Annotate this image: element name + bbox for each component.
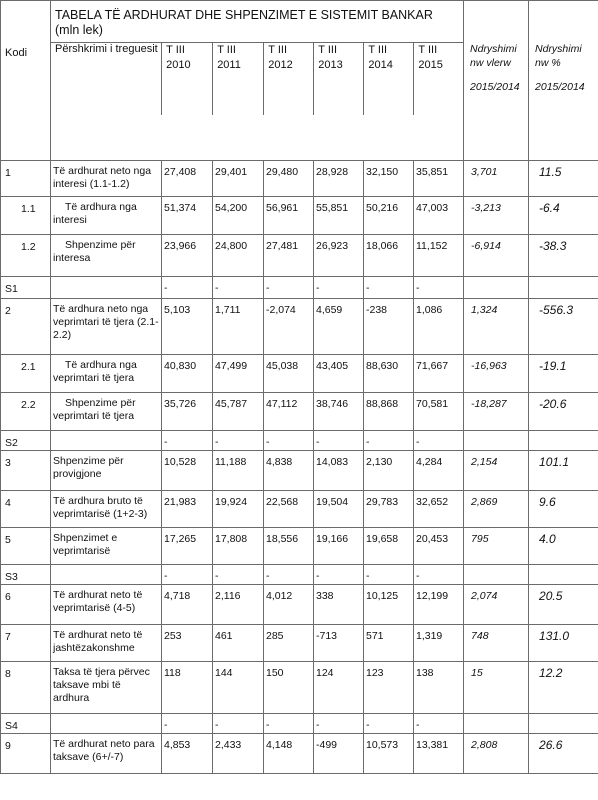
row-description: Të ardhura nga interesi — [51, 197, 162, 235]
row-value: 71,667 — [414, 355, 464, 393]
row-change-pct: 131.0 — [529, 625, 598, 662]
row-code: 6 — [1, 585, 51, 625]
table-row — [1, 714, 598, 734]
table-row — [1, 585, 598, 625]
row-value: 4,853 — [162, 734, 213, 774]
header-change-pct-period: 2015/2014 — [535, 81, 585, 93]
row-value: 4,659 — [314, 299, 364, 355]
header-code-label: Kodi — [5, 47, 28, 59]
row-description: Të ardhurat neto nga interesi (1.1-1.2) — [51, 161, 162, 197]
row-value: 123 — [364, 662, 414, 714]
table-row — [1, 451, 598, 491]
row-description — [51, 565, 162, 585]
row-value: 35,851 — [414, 161, 464, 197]
row-value: 35,726 — [162, 393, 213, 431]
header-year-label: T III 2010 — [166, 44, 191, 71]
row-value: 28,928 — [314, 161, 364, 197]
row-change-pct: 26.6 — [529, 734, 598, 774]
row-change-pct — [529, 431, 598, 451]
row-change-abs: -6,914 — [464, 235, 529, 277]
row-change-pct: -6.4 — [529, 197, 598, 235]
row-code: 3 — [1, 451, 51, 491]
row-value: 23,966 — [162, 235, 213, 277]
header-main — [51, 1, 464, 161]
row-value: - — [213, 277, 264, 299]
row-value: 4,838 — [264, 451, 314, 491]
row-value: 55,851 — [314, 197, 364, 235]
row-value: 27,408 — [162, 161, 213, 197]
row-value: - — [213, 714, 264, 734]
row-value: - — [314, 565, 364, 585]
row-value: 150 — [264, 662, 314, 714]
row-change-abs — [464, 714, 529, 734]
row-value: 118 — [162, 662, 213, 714]
row-value: - — [213, 431, 264, 451]
row-value: - — [414, 565, 464, 585]
row-value: 14,083 — [314, 451, 364, 491]
row-description: Shpenzime për interesa — [51, 235, 162, 277]
row-change-pct — [529, 565, 598, 585]
row-value: 5,103 — [162, 299, 213, 355]
row-value: 11,152 — [414, 235, 464, 277]
row-value: - — [314, 277, 364, 299]
row-change-abs: -3,213 — [464, 197, 529, 235]
row-value: 285 — [264, 625, 314, 662]
row-value: 461 — [213, 625, 264, 662]
row-change-pct: 12.2 — [529, 662, 598, 714]
row-change-pct: -20.6 — [529, 393, 598, 431]
row-description: Të ardhura nga veprimtari të tjera — [51, 355, 162, 393]
header-description — [51, 43, 162, 116]
row-change-pct: -38.3 — [529, 235, 598, 277]
table-row — [1, 277, 598, 299]
row-description: Të ardhura neto nga veprimtari të tjera (2.1-2.2) — [51, 299, 162, 355]
row-value: 45,038 — [264, 355, 314, 393]
row-code: S4 — [1, 714, 51, 734]
row-value: - — [364, 565, 414, 585]
row-value: 253 — [162, 625, 213, 662]
table-title: TABELA TË ARDHURAT DHE SHPENZIMET E SISTEMIT BANKAR — [55, 8, 433, 22]
row-change-abs: 1,324 — [464, 299, 529, 355]
row-value: 124 — [314, 662, 364, 714]
row-change-abs: 15 — [464, 662, 529, 714]
row-value: 17,808 — [213, 528, 264, 565]
row-value: -2,074 — [264, 299, 314, 355]
row-value: - — [162, 714, 213, 734]
row-value: 43,405 — [314, 355, 364, 393]
row-value: 32,652 — [414, 491, 464, 528]
row-change-pct — [529, 714, 598, 734]
row-value: 24,800 — [213, 235, 264, 277]
row-code: S3 — [1, 565, 51, 585]
header-code — [1, 1, 51, 161]
row-value: 70,581 — [414, 393, 464, 431]
row-value: 18,066 — [364, 235, 414, 277]
row-change-abs: 748 — [464, 625, 529, 662]
row-value: - — [364, 277, 414, 299]
row-value: 2,130 — [364, 451, 414, 491]
row-value: 88,868 — [364, 393, 414, 431]
row-value: - — [264, 431, 314, 451]
header-change-pct-label: Ndryshimi nw % — [535, 43, 582, 69]
row-value: 38,746 — [314, 393, 364, 431]
header-change-abs-label: Ndryshimi nw vlerw — [470, 43, 517, 69]
row-value: 27,481 — [264, 235, 314, 277]
row-change-abs: 2,154 — [464, 451, 529, 491]
row-value: 21,983 — [162, 491, 213, 528]
row-value: 1,319 — [414, 625, 464, 662]
row-value: - — [162, 277, 213, 299]
row-value: 2,116 — [213, 585, 264, 625]
table-row — [1, 491, 598, 528]
table-row — [1, 393, 598, 431]
row-change-abs: -16,963 — [464, 355, 529, 393]
row-value: 1,086 — [414, 299, 464, 355]
row-change-pct: 11.5 — [529, 161, 598, 197]
row-code: 2 — [1, 299, 51, 355]
row-change-abs: 2,808 — [464, 734, 529, 774]
row-value: 10,573 — [364, 734, 414, 774]
row-value: 19,504 — [314, 491, 364, 528]
row-change-pct: 9.6 — [529, 491, 598, 528]
row-value: 2,433 — [213, 734, 264, 774]
table-row — [1, 662, 598, 714]
header-row — [1, 1, 598, 161]
table-row — [1, 431, 598, 451]
row-value: 571 — [364, 625, 414, 662]
table-row — [1, 235, 598, 277]
header-year-label: T III 2013 — [318, 44, 343, 71]
row-value: - — [314, 714, 364, 734]
row-value: - — [314, 431, 364, 451]
table-row — [1, 528, 598, 565]
row-value: 50,216 — [364, 197, 414, 235]
header-year-2010 — [162, 43, 213, 116]
row-code: 2.2 — [1, 393, 51, 431]
row-value: 18,556 — [264, 528, 314, 565]
row-value: 4,284 — [414, 451, 464, 491]
row-value: 144 — [213, 662, 264, 714]
row-value: 13,381 — [414, 734, 464, 774]
row-code: 4 — [1, 491, 51, 528]
row-value: - — [264, 565, 314, 585]
row-value: 338 — [314, 585, 364, 625]
row-change-abs — [464, 431, 529, 451]
row-value: 47,003 — [414, 197, 464, 235]
row-value: 12,199 — [414, 585, 464, 625]
header-change-abs — [464, 1, 529, 161]
row-change-abs: 795 — [464, 528, 529, 565]
row-value: 19,166 — [314, 528, 364, 565]
row-description: Taksa të tjera përvec taksave mbi të ardhura — [51, 662, 162, 714]
row-value: 29,783 — [364, 491, 414, 528]
header-year-2012 — [264, 43, 314, 116]
row-code: 2.1 — [1, 355, 51, 393]
row-code: 9 — [1, 734, 51, 774]
header-year-label: T III 2014 — [368, 44, 393, 71]
row-value: - — [264, 714, 314, 734]
row-change-pct: -19.1 — [529, 355, 598, 393]
row-value: - — [264, 277, 314, 299]
table-title-block — [51, 5, 463, 38]
row-value: 20,453 — [414, 528, 464, 565]
row-value: - — [162, 431, 213, 451]
row-change-pct: 20.5 — [529, 585, 598, 625]
row-change-pct: -556.3 — [529, 299, 598, 355]
row-code: 1.1 — [1, 197, 51, 235]
row-code: 1 — [1, 161, 51, 197]
row-value: 4,718 — [162, 585, 213, 625]
row-value: 19,924 — [213, 491, 264, 528]
header-year-label: T III 2015 — [418, 44, 443, 71]
row-code: 1.2 — [1, 235, 51, 277]
row-description: Të ardhurat neto të veprimtarisë (4-5) — [51, 585, 162, 625]
row-description: Të ardhurat neto të jashtëzakonshme — [51, 625, 162, 662]
row-value: - — [213, 565, 264, 585]
row-value: 26,923 — [314, 235, 364, 277]
row-value: 47,112 — [264, 393, 314, 431]
row-value: - — [414, 277, 464, 299]
row-code: S1 — [1, 277, 51, 299]
row-value: 88,630 — [364, 355, 414, 393]
row-value: 10,528 — [162, 451, 213, 491]
header-year-2015 — [414, 43, 464, 116]
header-year-2013 — [314, 43, 364, 116]
row-value: 11,188 — [213, 451, 264, 491]
row-value: 51,374 — [162, 197, 213, 235]
row-description — [51, 277, 162, 299]
row-value: 4,148 — [264, 734, 314, 774]
row-value: 47,499 — [213, 355, 264, 393]
row-value: 54,200 — [213, 197, 264, 235]
row-value: 56,961 — [264, 197, 314, 235]
row-value: 45,787 — [213, 393, 264, 431]
row-description: Të ardhura bruto të veprimtarisë (1+2-3) — [51, 491, 162, 528]
row-value: 138 — [414, 662, 464, 714]
row-code: 7 — [1, 625, 51, 662]
table-unit: (mln lek) — [55, 23, 103, 37]
header-year-2014 — [364, 43, 414, 116]
table-row — [1, 565, 598, 585]
header-change-abs-period: 2015/2014 — [470, 81, 520, 93]
row-change-abs: 3,701 — [464, 161, 529, 197]
row-value: 17,265 — [162, 528, 213, 565]
row-value: -499 — [314, 734, 364, 774]
row-value: 29,401 — [213, 161, 264, 197]
row-value: 22,568 — [264, 491, 314, 528]
row-change-pct: 101.1 — [529, 451, 598, 491]
row-description — [51, 431, 162, 451]
row-value: -713 — [314, 625, 364, 662]
header-subgrid — [50, 42, 464, 115]
row-value: - — [414, 431, 464, 451]
row-value: 10,125 — [364, 585, 414, 625]
row-description: Shpenzime për veprimtari të tjera — [51, 393, 162, 431]
table-body — [1, 161, 598, 774]
row-change-pct — [529, 277, 598, 299]
row-change-abs — [464, 277, 529, 299]
table-row — [1, 734, 598, 774]
row-value: 32,150 — [364, 161, 414, 197]
row-value: - — [364, 431, 414, 451]
row-value: - — [414, 714, 464, 734]
row-change-abs — [464, 565, 529, 585]
row-description — [51, 714, 162, 734]
row-change-abs: -18,287 — [464, 393, 529, 431]
table-row — [1, 197, 598, 235]
row-description: Shpenzime për provigjone — [51, 451, 162, 491]
row-value: - — [364, 714, 414, 734]
row-change-abs: 2,074 — [464, 585, 529, 625]
row-value: 1,711 — [213, 299, 264, 355]
row-change-abs: 2,869 — [464, 491, 529, 528]
header-change-pct — [529, 1, 598, 161]
row-value: 29,480 — [264, 161, 314, 197]
header-year-label: T III 2011 — [217, 44, 241, 71]
row-value: -238 — [364, 299, 414, 355]
row-code: S2 — [1, 431, 51, 451]
row-change-pct: 4.0 — [529, 528, 598, 565]
table-row — [1, 161, 598, 197]
header-description-label: Përshkrimi i treguesit — [55, 43, 158, 55]
row-code: 5 — [1, 528, 51, 565]
row-description: Shpenzimet e veprimtarisë — [51, 528, 162, 565]
table-row — [1, 299, 598, 355]
row-value: 19,658 — [364, 528, 414, 565]
table-row — [1, 355, 598, 393]
row-value: 4,012 — [264, 585, 314, 625]
row-value: - — [162, 565, 213, 585]
row-value: 40,830 — [162, 355, 213, 393]
row-code: 8 — [1, 662, 51, 714]
table-row — [1, 625, 598, 662]
header-year-label: T III 2012 — [268, 44, 293, 71]
row-description: Të ardhurat neto para taksave (6+/-7) — [51, 734, 162, 774]
header-year-2011 — [213, 43, 264, 116]
